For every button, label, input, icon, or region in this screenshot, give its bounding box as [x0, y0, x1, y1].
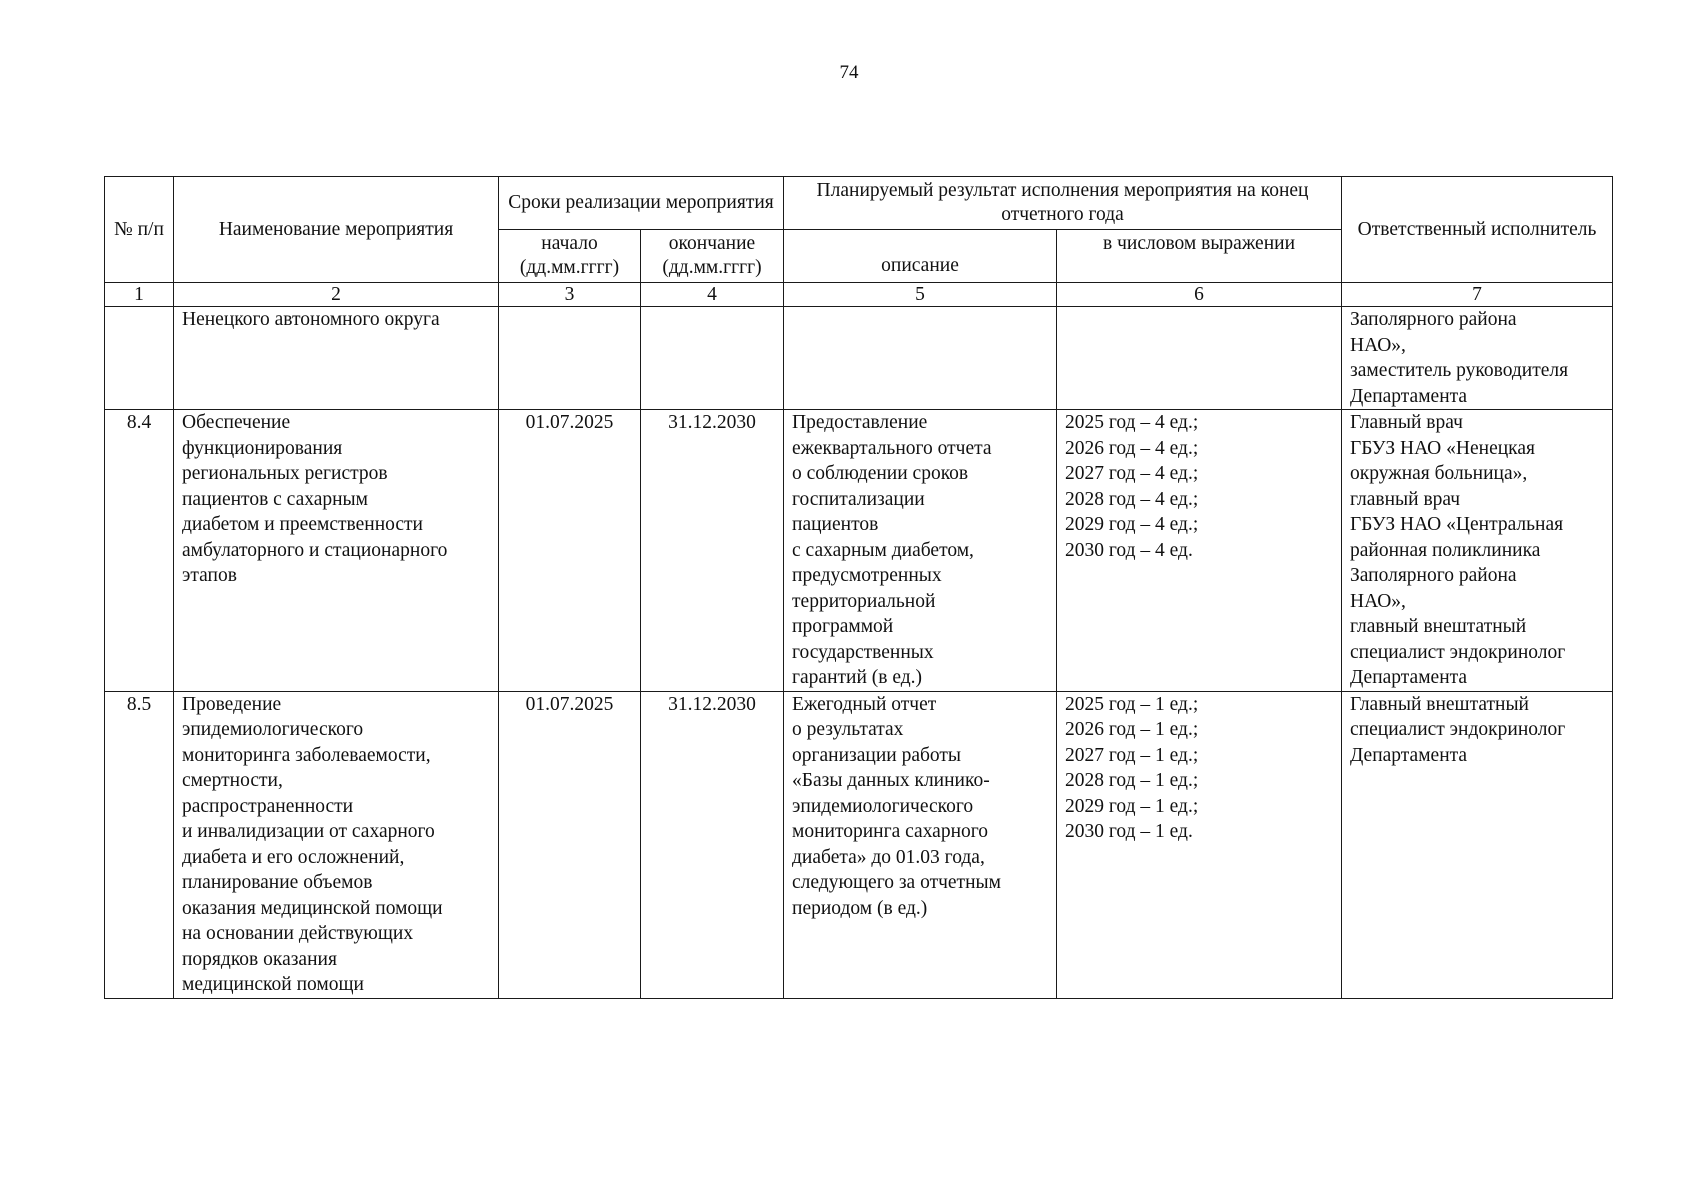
cell-name-line: Обеспечение — [182, 412, 291, 433]
cell-numeric-line: 2027 год – 1 ед.; — [1065, 744, 1199, 766]
cell-responsible-line: ГБУЗ НАО «Ненецкая — [1350, 437, 1535, 459]
cell-name-line: порядков оказания — [182, 948, 337, 970]
cell-name-line: планирование объемов — [182, 872, 373, 893]
cell-name-line: пациентов с сахарным — [182, 488, 369, 510]
header-end — [641, 230, 784, 283]
cell-responsible-line: заместитель руководителя — [1350, 360, 1569, 381]
cell-name — [174, 307, 499, 410]
cell-numeric-line: 2025 год – 1 ед.; — [1065, 693, 1199, 715]
cell-numeric — [1057, 307, 1342, 410]
cell-description-line: госпитализации — [792, 488, 925, 510]
cell-responsible-line: Департамента — [1350, 744, 1468, 766]
header-responsible — [1342, 177, 1613, 283]
header-responsible-line: исполнитель — [1490, 218, 1597, 240]
cell-name-line: медицинской помощи — [182, 974, 364, 995]
page-number: 74 — [839, 62, 859, 83]
header-end-line: окончание — [668, 233, 756, 254]
column-number: 7 — [1342, 283, 1613, 307]
cell-name-line: диабета и его осложнений, — [182, 846, 405, 868]
cell-name-line: Ненецкого автономного округа — [182, 309, 440, 330]
header-start — [499, 230, 641, 283]
cell-description-line: Предоставление — [792, 412, 928, 433]
cell-start-date: 01.07.2025 — [499, 410, 641, 692]
cell-num: 8.5 — [105, 691, 174, 998]
header-terms-line: Сроки реализации — [508, 192, 661, 213]
cell-responsible-line: Департамента — [1350, 667, 1468, 688]
cell-description-line: следующего за отчетным — [792, 872, 1001, 893]
cell-responsible-line: НАО», — [1350, 334, 1406, 356]
cell-responsible-line: ГБУЗ НАО «Центральная — [1350, 514, 1564, 535]
cell-responsible-line: Департамента — [1350, 385, 1468, 407]
cell-name-line: функционирования — [182, 437, 343, 459]
cell-numeric-line: 2029 год – 4 ед.; — [1065, 514, 1199, 535]
header-terms-line: мероприятия — [665, 192, 774, 213]
cell-description — [784, 691, 1057, 998]
cell-numeric-line: 2030 год – 4 ед. — [1065, 539, 1193, 561]
cell-end-date: 31.12.2030 — [641, 691, 784, 998]
cell-description-line: мониторинга сахарного — [792, 821, 989, 842]
cell-responsible-line: Заполярного района — [1350, 565, 1517, 586]
cell-name-line: диабетом и преемственности — [182, 514, 423, 535]
cell-description-line: Ежегодный отчет — [792, 693, 937, 715]
header-start-line: начало — [541, 233, 598, 254]
cell-responsible-line: специалист эндокринолог — [1350, 719, 1566, 740]
cell-responsible — [1342, 410, 1613, 692]
cell-numeric — [1057, 691, 1342, 998]
cell-name-line: эпидемиологического — [182, 719, 364, 740]
cell-responsible-line: НАО», — [1350, 590, 1406, 612]
cell-end-date: 31.12.2030 — [641, 410, 784, 692]
cell-responsible-line: главный врач — [1350, 488, 1461, 510]
cell-responsible-line: районная поликлиника — [1350, 539, 1541, 561]
cell-description-line: организации работы — [792, 744, 962, 766]
cell-description-line: государственных — [792, 641, 934, 663]
cell-description-line: с сахарным диабетом, — [792, 539, 974, 561]
cell-description-line: ежеквартального отчета — [792, 437, 992, 459]
cell-num: 8.4 — [105, 410, 174, 692]
header-result — [784, 177, 1342, 230]
header-name: Наименование мероприятия — [174, 177, 499, 283]
cell-name-line: Проведение — [182, 693, 282, 715]
cell-numeric-line: 2029 год – 1 ед.; — [1065, 795, 1199, 817]
cell-responsible — [1342, 691, 1613, 998]
column-number: 1 — [105, 283, 174, 307]
cell-name — [174, 410, 499, 692]
cell-description — [784, 307, 1057, 410]
header-end-line: (дд.мм.гггг) — [662, 257, 762, 278]
cell-description-line: гарантий (в ед.) — [792, 667, 923, 688]
cell-start-date: 01.07.2025 — [499, 691, 641, 998]
cell-start-date — [499, 307, 641, 410]
column-number: 3 — [499, 283, 641, 307]
cell-name-line: смертности, — [182, 770, 283, 791]
cell-numeric-line: 2028 год – 1 ед.; — [1065, 770, 1199, 791]
header-responsible-line: Ответственный — [1357, 218, 1487, 240]
header-terms — [499, 177, 784, 230]
cell-name-line: распространенности — [182, 795, 354, 817]
table-row — [105, 307, 1613, 410]
column-numbers-row — [105, 283, 1613, 307]
cell-responsible-line: Главный врач — [1350, 412, 1463, 433]
cell-description-line: о соблюдении сроков — [792, 463, 969, 484]
cell-responsible — [1342, 307, 1613, 410]
table-row — [105, 691, 1613, 998]
cell-responsible-line: главный внештатный — [1350, 616, 1527, 637]
cell-description-line: о результатах — [792, 719, 904, 740]
cell-numeric — [1057, 410, 1342, 692]
cell-responsible-line: Главный внештатный — [1350, 693, 1529, 715]
cell-description-line: предусмотренных — [792, 565, 942, 586]
header-start-line: (дд.мм.гггг) — [519, 257, 620, 278]
cell-name-line: оказания медицинской помощи — [182, 897, 443, 919]
action-plan-table — [104, 176, 1613, 999]
cell-description-line: эпидемиологического — [792, 795, 974, 817]
cell-numeric-line: 2030 год – 1 ед. — [1065, 821, 1193, 842]
cell-description — [784, 410, 1057, 692]
cell-end-date — [641, 307, 784, 410]
cell-name-line: амбулаторного и стационарного — [182, 539, 448, 561]
cell-name-line: на основании действующих — [182, 923, 414, 944]
column-number: 6 — [1057, 283, 1342, 307]
table-body — [105, 307, 1613, 999]
cell-description-line: диабета» до 01.03 года, — [792, 846, 985, 868]
cell-name-line: и инвалидизации от сахарного — [182, 821, 435, 842]
table-row — [105, 410, 1613, 692]
cell-name-line: этапов — [182, 565, 237, 586]
cell-description-line: периодом (в ед.) — [792, 897, 928, 919]
cell-numeric-line: 2025 год – 4 ед.; — [1065, 412, 1199, 433]
cell-description-line: пациентов — [792, 514, 879, 535]
cell-numeric-line: 2026 год – 1 ед.; — [1065, 719, 1199, 740]
cell-name-line: мониторинга заболеваемости, — [182, 744, 431, 766]
header-description: описание — [784, 230, 1057, 283]
column-number: 2 — [174, 283, 499, 307]
header-result-line: на конец отчетного года — [1001, 180, 1309, 225]
header-num — [105, 177, 174, 283]
column-number: 4 — [641, 283, 784, 307]
header-num-line: п/п — [137, 218, 164, 240]
cell-numeric-line: 2028 год – 4 ед.; — [1065, 488, 1199, 510]
header-num-line: № — [114, 218, 133, 240]
header-numeric: в числовом выражении — [1057, 230, 1342, 283]
cell-num — [105, 307, 174, 410]
cell-numeric-line: 2027 год – 4 ед.; — [1065, 463, 1199, 484]
column-number: 5 — [784, 283, 1057, 307]
cell-responsible-line: окружная больница», — [1350, 463, 1528, 484]
cell-description-line: «Базы данных клинико- — [792, 770, 990, 791]
cell-name — [174, 691, 499, 998]
cell-numeric-line: 2026 год – 4 ед.; — [1065, 437, 1199, 459]
cell-description-line: территориальной — [792, 590, 936, 612]
cell-responsible-line: Заполярного района — [1350, 309, 1517, 330]
header-result-line: Планируемый результат исполнения мероприятия — [816, 180, 1232, 201]
cell-name-line: региональных регистров — [182, 463, 388, 484]
cell-responsible-line: специалист эндокринолог — [1350, 641, 1566, 663]
cell-description-line: программой — [792, 616, 894, 637]
